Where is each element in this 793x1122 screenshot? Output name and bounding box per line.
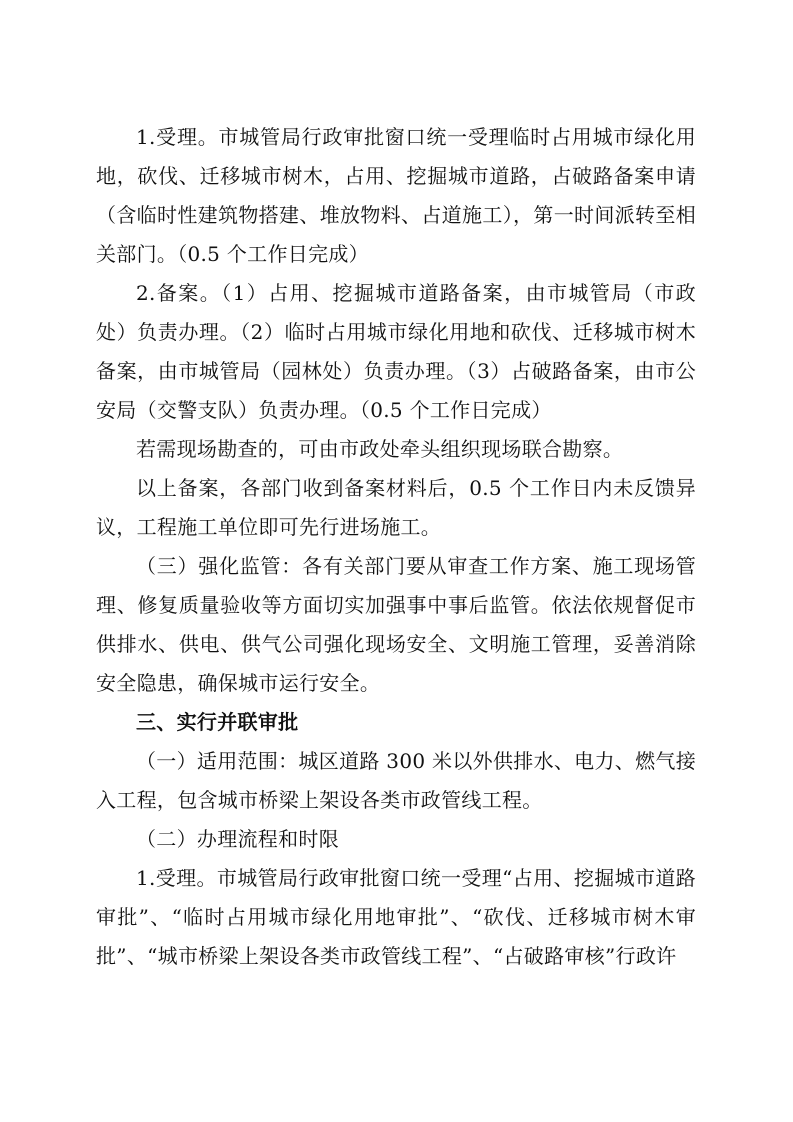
- paragraph-filing: 2.备案。（1）占用、挖掘城市道路备案，由市城管局（市政处）负责办理。（2）临时占用城市绿化用地和砍伐、迁移城市树木备案，由市城管局（园林处）负责办理。（3）占破路备案，由市公安局（交警支队）负责办理。（0.5 个工作日完成）: [96, 281, 696, 422]
- document-body: [96, 118, 696, 976]
- paragraph-filing-feedback: 以上备案，各部门收到备案材料后，0.5 个工作日内未反馈异议，工程施工单位即可先行进场施工。: [96, 476, 696, 539]
- paragraph-scope: （一）适用范围：城区道路 300 米以外供排水、电力、燃气接入工程，包含城市桥梁上架设各类市政管线工程。: [96, 749, 696, 812]
- paragraph-process-title: （二）办理流程和时限: [136, 827, 339, 851]
- section-heading: 三、实行并联审批: [136, 710, 299, 734]
- paragraph-acceptance: 1.受理。市城管局行政审批窗口统一受理临时占用城市绿化用地，砍伐、迁移城市树木，占用、挖掘城市道路，占破路备案申请（含临时性建筑物搭建、堆放物料、占道施工），第一时间派转至相关部门。（0.5 个工作日完成）: [96, 125, 696, 266]
- paragraph-joint-acceptance: 1.受理。市城管局行政审批窗口统一受理“占用、挖掘城市道路审批”、“临时占用城市绿化用地审批”、“砍伐、迁移城市树木审批”、“城市桥梁上架设各类市政管线工程”、“占破路审核”行政许: [96, 866, 696, 968]
- paragraph-site-survey: 若需现场勘查的，可由市政处牵头组织现场联合勘察。: [136, 437, 624, 461]
- paragraph-supervision: （三）强化监管：各有关部门要从审查工作方案、施工现场管理、修复质量验收等方面切实加强事中事后监管。依法依规督促市供排水、供电、供气公司强化现场安全、文明施工管理，妥善消除安全隐患，确保城市运行安全。: [96, 554, 696, 695]
